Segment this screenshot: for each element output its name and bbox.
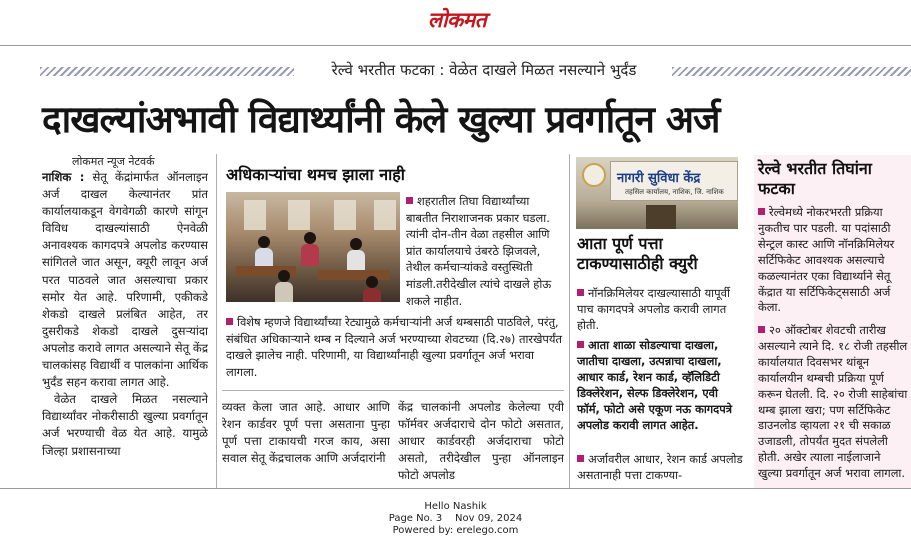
right-bullet-3-text: अर्जावरील आधार, रेशन कार्ड अपलोड असतानाही पत्ता टाकण्या- <box>577 452 743 482</box>
kicker-hatch-right <box>672 67 911 76</box>
paragraph-1 <box>42 169 208 391</box>
kicker-hatch-left <box>40 67 294 76</box>
photo-doorway <box>646 205 676 229</box>
magenta-square-bullet-icon <box>758 326 765 333</box>
sidebar-paragraph-1-text: रेल्वेमध्ये नोकरभरती प्रक्रिया नुकतीच पार पडली. या पदांसाठी सेन्ट्रल कास्ट आणि नॉनक्रिमिलेयर सर्टिफिकेट आवश्यक असल्याचे कळल्यानंतर एका विद्यार्थ्याने सेतू केंद्रात या सर्टिफिकेट्ससाठी अर्ज केला. <box>758 205 895 315</box>
magenta-square-bullet-icon <box>406 197 413 204</box>
byline: लोकमत न्यूज नेटवर्क <box>72 155 155 168</box>
kicker-text: रेल्वे भरतीत फटका : वेळेत दाखले मिळत नसल्याने भुर्दंड <box>331 61 637 79</box>
article-column-b: केंद्र चालकांनी अपलोड केलेल्या एवी फॉर्मवर अर्जदाराचे दोन फोटो असतात, आधार कार्डवरही अर्जदाराचा फोटो असतो, तरीदेखील पुन्हा ऑनलाइन फोटो अपलोड <box>398 400 564 483</box>
footer-edition: Hello Nashik <box>424 501 487 512</box>
subheading-officials: अधिकाऱ्यांचा थमच झाला नाही <box>226 165 405 184</box>
sidebar-title: रेल्वे भरतीत तिघांना फटका <box>758 159 872 198</box>
right-bullet-2-text: आता शाळा सोडल्याचा दाखला, जातीचा दाखला, उत्पन्नाचा दाखला, आधार कार्ड, रेशन कार्ड, व्हॅलिडिटी डिक्लेरेशन, सेल्फ डिक्लेरेशन, एवी फॉर्म, फोटो असे एकूण नऊ कागदपत्रे अपलोड करावी लागत आहेत. <box>577 338 732 432</box>
service-center-photo <box>576 157 738 229</box>
signboard-title: नागरी सुविधा केंद्र <box>617 171 701 186</box>
right-bullet-1-text: नॉनक्रिमिलेयर दाखल्यासाठी यापूर्वी पाच कागदपत्रे अपलोड करावी लागत होती. <box>577 286 730 332</box>
sidebar-paragraph-1 <box>758 205 908 316</box>
student-figure <box>363 288 381 302</box>
dateline: नाशिक : <box>42 170 85 184</box>
center-signboard <box>610 161 738 201</box>
paragraph-2: वेळेत दाखले मिळत नसल्याने विद्यार्थ्यांवर नोकरीसाठी खुल्या प्रवर्गातून अर्ज भरण्याची वेळ येत आहे. यामुळे जिल्हा प्रशासनाच्या <box>42 392 208 458</box>
student-figure <box>350 238 362 250</box>
column-divider <box>569 154 570 488</box>
photo-side-bullet <box>406 193 564 309</box>
sidebar-paragraph-2 <box>758 323 908 482</box>
student-figure <box>278 270 290 282</box>
page-footer <box>0 501 911 537</box>
emblem-icon <box>582 163 606 187</box>
wide-bullet-text: विशेष म्हणजे विद्यार्थ्यांच्या रेट्यामुळे कर्मचाऱ्यांनी अर्ज थम्बसाठी पाठविले, परंतु, संबंधित अधिकाऱ्याने थम्ब न दिल्याने अर्ज भरण्याच्या शेवटच्या (दि.२७) तारखेपर्यंत दाखले झालेच नाही. परिणामी, या विद्यार्थ्यांनाही खुल्या प्रवर्गातून अर्ज भरावा लागला. <box>226 315 562 379</box>
section-divider <box>222 390 564 391</box>
photo-window <box>244 200 266 230</box>
right-bullet-3 <box>577 451 743 487</box>
paragraph-1-text: सेतू केंद्रांमार्फत ऑनलाइन अर्ज दाखल केल्यानंतर प्रांत कार्यालयाकडून वेगवेगळी कारणे सांगून विविध दाखल्यांसाठी ऐनवेळी अनावश्यक कागदपत्रे अपलोड करण्यास सांगितले जात असून, क्यूरी लावून अर्ज परत पाठवले जात असल्याचा प्रकार समोर येत आहे. परिणामी, एकीकडे शेकडो दाखले प्रलंबित आहेत, तर दुसरीकडे शेकडो दाखले दुसऱ्यांदा अपलोड करावे लागत असल्याने सेतू केंद्र चालकांसह विद्यार्थी व पालकांना आर्थिक भुर्दंड सहन करावा लागत आहे. <box>42 170 208 390</box>
student-figure <box>258 236 270 248</box>
magenta-square-bullet-icon <box>226 318 233 325</box>
article-column-a: व्यक्त केला जात आहे. आधार आणि रेशन कार्डवर पूर्ण पत्ता असताना पुन्हा पूर्ण पत्ता टाकायची गरज काय, असा सवाल सेतू केंद्रचालक आणि अर्जदारांनी <box>222 400 390 466</box>
footer-page-date: Page No. 3 Nov 09, 2024 <box>388 513 523 524</box>
student-figure <box>366 276 378 288</box>
photo-side-bullet-text: शहरातील तिघा विद्यार्थ्यांच्या बाबतीत निराशाजनक प्रकार घडला. त्यांनी दोन-तीन वेळा तहसील आणि प्रांत कार्यालयाचे उंबरठे झिजवले, तेथील कर्मचाऱ्यांकडे वस्तुस्थिती मांडली.तरीदेखील त्यांचे दाखले होऊ शकले नाहीत. <box>406 194 552 308</box>
magenta-square-bullet-icon <box>577 289 584 296</box>
student-figure <box>304 232 316 244</box>
student-figure <box>347 250 365 272</box>
sidebar-paragraph-2-text: २० ऑक्टोबर शेवटची तारीख असल्याने त्याने दि. १८ रोजी तहसील कार्यालयात दिवसभर थांबून कार्यालयीन थम्बची प्रक्रिया पूर्ण करून घेतली. दि. २० रोजी साहेबांचा थम्ब झाला खरा; पण सर्टिफिकेट डाउनलोड व्हायला २१ ची सकाळ उजाडली, तोपर्यंत मुदत संपलेली होती. अखेर त्याला नाईलाजाने खुल्या प्रवर्गातून अर्ज भरावा लागला. <box>758 323 908 481</box>
wide-bullet <box>226 314 562 380</box>
footer-powered-by[interactable]: Powered by: erelego.com <box>392 525 519 536</box>
exam-hall-photo <box>226 192 400 302</box>
subheading-address-query: आता पूर्ण पत्ता टाकण्यासाठीही क्युरी <box>577 234 698 273</box>
photo-window <box>374 200 396 230</box>
magenta-square-bullet-icon <box>758 208 765 215</box>
student-figure <box>275 282 293 302</box>
right-bullet-1 <box>577 285 743 333</box>
photo-desk <box>318 270 390 280</box>
photo-window <box>334 200 356 230</box>
lokmat-logo[interactable]: लोकमत <box>427 7 487 32</box>
right-bullet-2 <box>577 337 743 433</box>
signboard-subtitle: तहसिल कार्यालय, नाशिक, जि. नाशिक <box>625 188 724 196</box>
column-divider <box>216 154 217 488</box>
student-figure <box>301 244 319 266</box>
page-headline: दाखल्यांअभावी विद्यार्थ्यांनी केले खुल्या प्रवर्गातून अर्ज <box>42 98 720 141</box>
masthead <box>0 0 911 46</box>
sidebar-box <box>754 155 911 488</box>
magenta-square-bullet-icon <box>577 455 584 462</box>
photo-window <box>288 200 310 230</box>
kicker-row <box>40 60 911 82</box>
article-column-1 <box>42 169 208 485</box>
magenta-square-bullet-icon <box>577 341 584 348</box>
footer-divider <box>0 488 911 489</box>
